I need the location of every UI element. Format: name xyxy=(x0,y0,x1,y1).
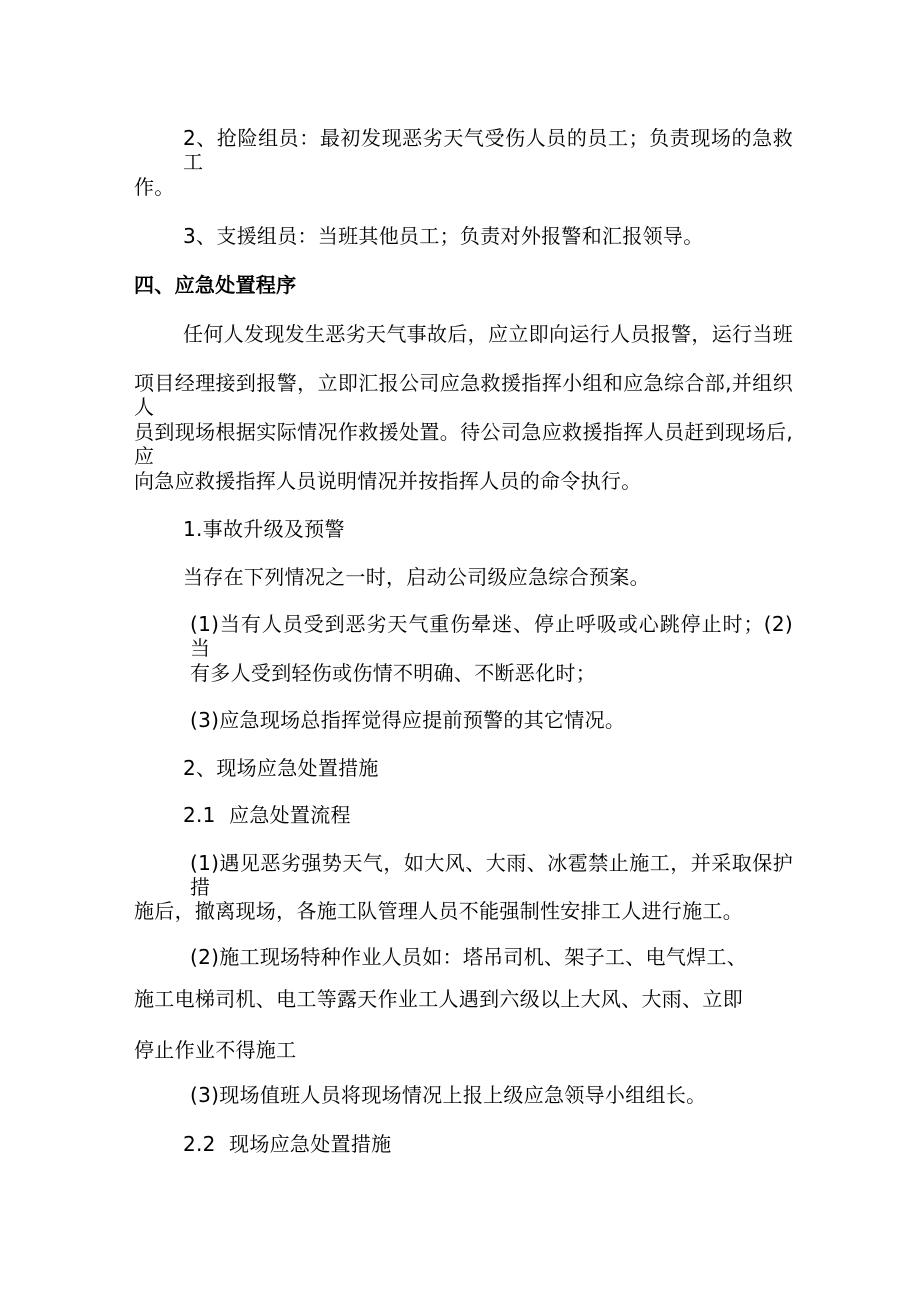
paragraph-line: 向急应救援指挥人员说明情况并按指挥人员的命令执行。 xyxy=(134,469,642,493)
paragraph-line: 停止作业不得施工 xyxy=(134,1038,297,1062)
paragraph-line: 施后，撤离现场，各施工队管理人员不能强制性安排工人进行施工。 xyxy=(134,899,743,923)
paragraph-line: 2、抢险组员：最初发现恶劣天气受伤人员的员工；负责现场的急救工 xyxy=(183,126,793,174)
paragraph-line: 当存在下列情况之一时，启动公司级应急综合预案。 xyxy=(183,565,650,589)
paragraph-line: 作。 xyxy=(134,175,175,199)
section-heading: 四、应急处置程序 xyxy=(134,273,297,297)
subsection-heading: 1.事故升级及预警 xyxy=(183,517,345,541)
paragraph-line: 施工电梯司机、电工等露天作业工人遇到六级以上大风、大雨、立即 xyxy=(134,987,743,1011)
list-item-line: (3)应急现场总指挥觉得应提前预警的其它情况。 xyxy=(190,708,626,732)
list-item-line: 有多人受到轻伤或伤情不明确、不断恶化时； xyxy=(190,661,596,685)
paragraph-line: 任何人发现发生恶劣天气事故后，应立即向运行人员报警，运行当班 xyxy=(183,322,793,346)
subsection-heading: 2.1 应急处置流程 xyxy=(183,803,351,827)
list-item-line: (2)施工现场特种作业人员如：塔吊司机、架子工、电气焊工、 xyxy=(190,945,748,969)
list-item-line: (3)现场值班人员将现场情况上报上级应急领导小组组长。 xyxy=(190,1083,707,1107)
subsection-heading: 2.2 现场应急处置措施 xyxy=(183,1132,392,1156)
list-item-line: (1)当有人员受到恶劣天气重伤晕迷、停止呼吸或心跳停止时；(2)当 xyxy=(190,612,793,660)
list-item-line: (1)遇见恶劣强势天气，如大风、大雨、冰雹禁止施工，并采取保护措 xyxy=(190,851,793,899)
paragraph-line: 项目经理接到报警，立即汇报公司应急救援指挥小组和应急综合部,并组织人 xyxy=(134,371,793,419)
paragraph-line: 员到现场根据实际情况作救援处置。待公司急应救援指挥人员赶到现场后,应 xyxy=(134,420,793,468)
subsection-heading: 2、现场应急处置措施 xyxy=(183,756,379,780)
paragraph-line: 3、支援组员：当班其他员工；负责对外报警和汇报领导。 xyxy=(183,224,704,248)
